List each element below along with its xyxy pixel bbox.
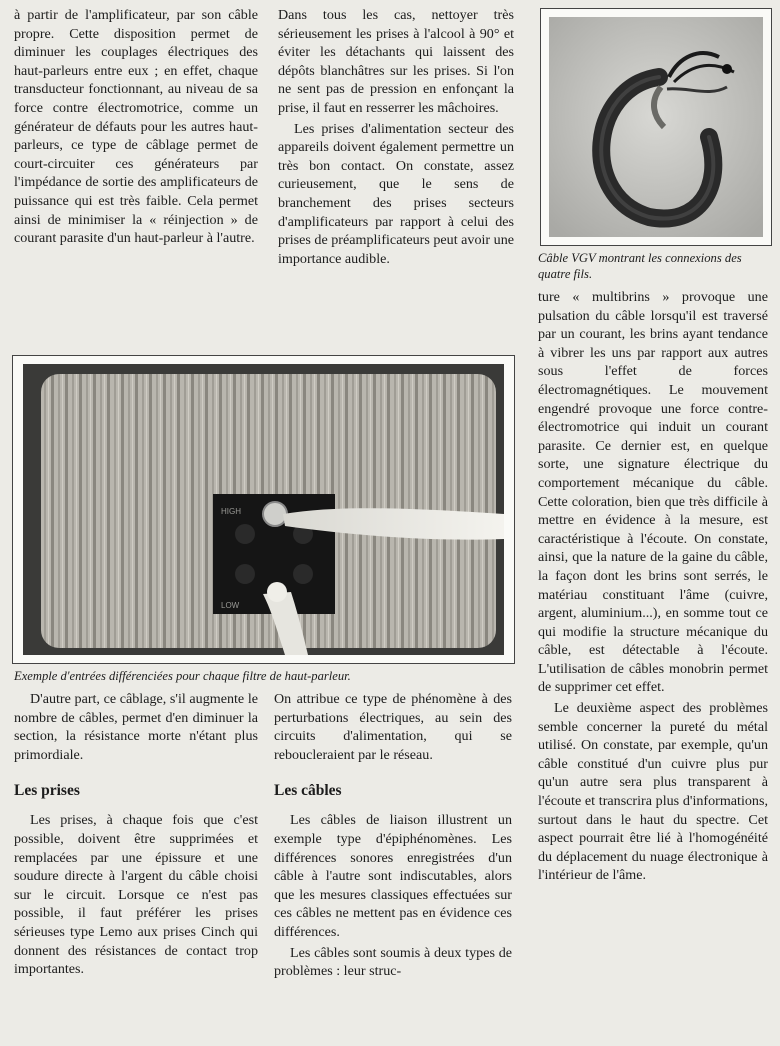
- paragraph: à partir de l'amplificateur, par son câble propre. Cette disposition permet de diminuer les couplages électriques des haut-parleurs entre eux ; en effet, chaque transducteur fonctionnant, au niveau de sa force contre électromotrice, comme un générateur de défauts pour les autres haut-parleurs, ce type de câblage permet de court-circuiter ces générateurs par l'impédance de sortie des amplificateurs de puissance qui est très faible. Cela permet ainsi de minimiser la « réinjection » de courant parasite d'un haut-parleur à l'autre.: [14, 7, 258, 247]
- section-heading-cables: Les câbles: [274, 782, 342, 800]
- column-1-top: [14, 6, 258, 248]
- cable-photo: [540, 8, 772, 246]
- panel-photo-caption: Exemple d'entrées différenciées pour chaque filtre de haut-parleur.: [14, 669, 351, 683]
- paragraph: Les câbles de liaison illustrent un exemple type d'épiphénomènes. Les différences sonores enregistrées d'un câble à l'autre sont indiscutables, alors que les mesures classiques effectuées sur ces câbles ne mettent pas en évidence ces différences.: [274, 812, 512, 940]
- cable-image: [549, 17, 763, 237]
- paragraph: Les câbles sont soumis à deux types de problèmes : leur struc-: [274, 944, 512, 980]
- column-3: [538, 288, 768, 885]
- column-2-bottom: [274, 690, 512, 981]
- paragraph: Dans tous les cas, nettoyer très sérieusement les prises à l'alcool à 90° et éviter les détachants qui laissent des dépôts blanchâtres sur les prises. Si l'on ne sent pas de pression en enfonçant la prise, il faut en resserrer les mâchoires.: [278, 7, 514, 116]
- paragraph: Le deuxième aspect des problèmes semble concerner la pureté du métal utilisé. On constate, par exemple, qu'un câble constitué d'un cuivre plus pur qu'un autre sera plus transparent à l'écoute et transcrira plus d'informations, surtout dans le haut du spectre. Cet aspect pourrait être lié à l'homogénéité du déplacement du nuage électronique à l'intérieur de l'âme.: [538, 700, 768, 884]
- svg-text:HIGH: HIGH: [221, 507, 241, 516]
- inputs-panel-image: [23, 364, 504, 655]
- paragraph: Les prises, à chaque fois que c'est possible, doivent être supprimées et remplacées par une épissure et une soudure directe à l'argent du câble choisi sur le circuit. Lorsque ce n'est pas possible, il faut préférer les prises sérieuses type Lemo aux prises Cinch qui donnent des résistances de contact trop importantes.: [14, 812, 258, 978]
- panel-photo: [12, 355, 515, 664]
- svg-text:LOW: LOW: [221, 601, 240, 610]
- column-2-top: [278, 6, 514, 268]
- section-heading-prises: Les prises: [14, 782, 80, 800]
- paragraph: Les prises d'alimentation secteur des appareils doivent également permettre un très bon contact. On constate, assez curieusement, que le sens de branchement des prises secteurs d'amplificateurs par rapport à celui des prises de préamplificateurs peut avoir une importance audible.: [278, 120, 514, 267]
- cable-photo-caption: Câble VGV montrant les connexions des quatre fils.: [538, 251, 742, 281]
- paragraph: ture « multibrins » provoque une pulsation du câble lorsqu'il est traversé par un courant, les brins ayant tendance à vibrer les uns par rapport aux autres sous l'effet de forces électromagnétiques. Le mouvement engendré provoque une force contre-électromotrice qui induit un courant parasite. Ce dernier est, en quelque sorte, une signature électrique du comportement mécanique du câble. Cette coloration, bien que très difficile à mettre en évidence à la mesure, est caractéristique à l'écoute. On constate, ainsi, que la nature de la gaine du câble, la façon dont les brins sont serrés, le matériau constituant l'âme (cuivre, argent, aluminium...), en somme tout ce qui modifie la structure mécanique du câble, est détectable à l'écoute. L'utilisation de câbles monobrin permet de supprimer cet effet.: [538, 289, 768, 696]
- paragraph: On attribue ce type de phénomène à des perturbations électriques, au sein des circuits d'alimentation, qui se reboucleraient par le réseau.: [274, 691, 512, 763]
- paragraph: D'autre part, ce câblage, s'il augmente le nombre de câbles, permet d'en diminuer la section, la résistance morte n'étant plus primordiale.: [14, 691, 258, 763]
- column-1-bottom: [14, 690, 258, 979]
